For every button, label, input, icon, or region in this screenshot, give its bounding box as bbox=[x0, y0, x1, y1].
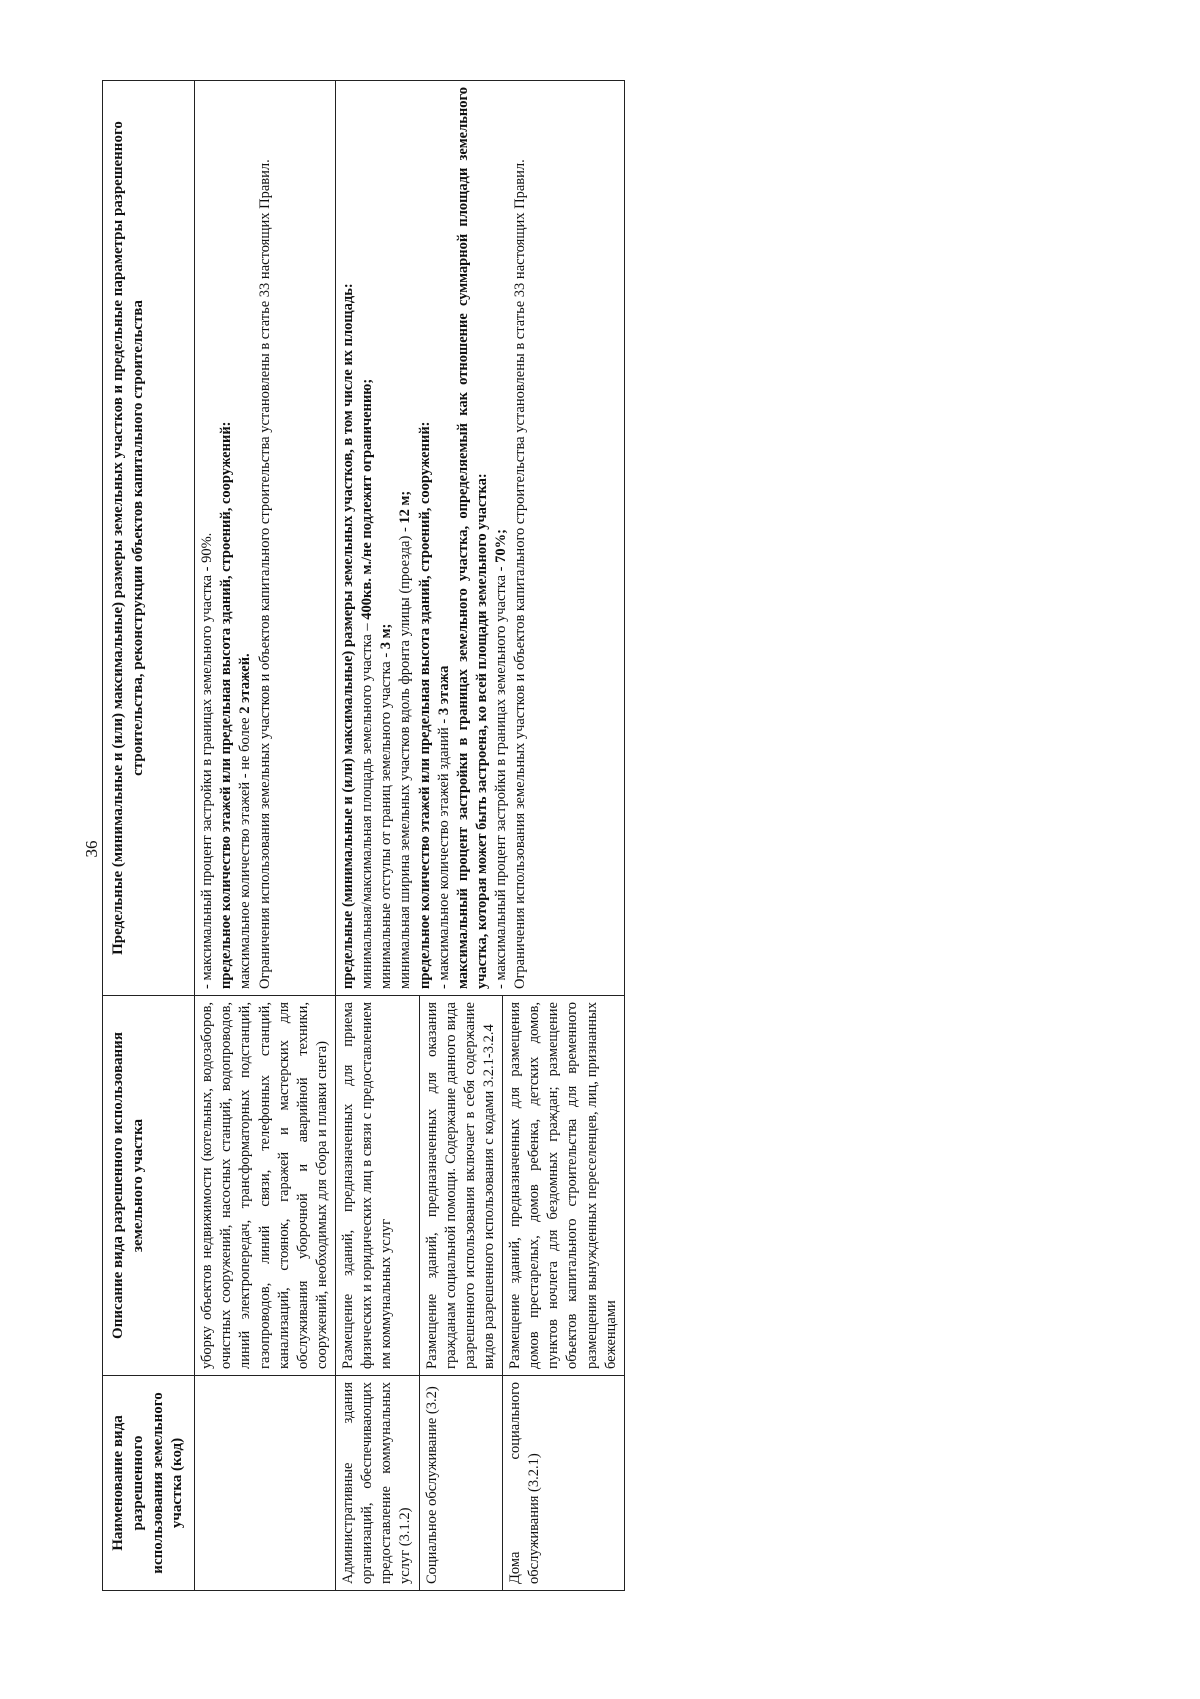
param-value: 2 этажей. bbox=[237, 653, 254, 714]
param-text: минимальная ширина земельных участков вдоль фронта улицы (проезда) - bbox=[397, 523, 414, 989]
header-permitted-use-name: Наименование вида разрешенного использования земельного участка (код) bbox=[103, 1376, 195, 1591]
param-line: Ограничения использования земельных участков и объектов капитального строительства установлены в статье 33 настоящих Правил. bbox=[512, 159, 529, 989]
param-text: минимальные отступы от границ земельного участка - bbox=[378, 649, 395, 989]
param-line: Ограничения использования земельных участков и объектов капитального строительства установлены в статье 33 настоящих Правил. bbox=[256, 159, 273, 989]
param-value: 400кв. м./не подлежит ограничению; bbox=[359, 378, 376, 620]
use-description-cell: Размещение зданий, предназначенных для размещения домов престарелых, домов ребенка, детских домов, пунктов ночлега для бездомных граждан; размещение объектов капитального строительства для временного размещения вынужденных переселенцев, лиц, признанных беженцами bbox=[503, 996, 625, 1376]
param-text: - максимальный процент застройки в границах земельного участка - bbox=[493, 562, 510, 989]
param-line bbox=[435, 87, 454, 989]
use-name-cell bbox=[195, 1376, 336, 1591]
use-name-cell: Административные здания организаций, обеспечивающих предоставление коммунальных услуг (3.1.2) bbox=[336, 1376, 420, 1591]
param-line bbox=[377, 87, 396, 989]
param-line bbox=[236, 87, 255, 989]
page-number: 36 bbox=[82, 840, 101, 858]
param-line: максимальный процент застройки в границах земельного участка, определяемый как отношение суммарной площади земельного участка, которая может быть застроена, ко всей площади земельного участка: bbox=[454, 87, 490, 989]
use-name-cell: Дома социального обслуживания (3.2.1) bbox=[503, 1376, 625, 1591]
parameters-cell bbox=[195, 81, 336, 996]
param-value: 12 м; bbox=[397, 490, 414, 524]
table-row bbox=[336, 81, 420, 1591]
header-permitted-use-description: Описание вида разрешенного использования земельного участка bbox=[103, 996, 195, 1376]
use-description-cell: уборку объектов недвижимости (котельных, водозаборов, очистных сооружений, насосных станций, водопроводов, линий электропередач, трансформаторных подстанций, газопроводов, линий связи, телефонных станций, канализаций, стоянок, гаражей и мастерских для обслуживания уборочной и аварийной техники, сооружений, необходимых для сбора и плавки снега) bbox=[195, 996, 336, 1376]
param-line: предельное количество этажей или предельная высота зданий, строений, сооружений: bbox=[416, 421, 433, 989]
param-value: 3 м; bbox=[378, 623, 395, 650]
zoning-table bbox=[102, 80, 625, 1591]
param-line bbox=[358, 87, 377, 989]
param-line bbox=[396, 87, 415, 989]
header-limit-parameters: Предельные (минимальные и (или) максимальные) размеры земельных участков и предельные параметры разрешенного строительства, реконструкции объектов капитального строительства bbox=[103, 81, 195, 996]
use-description-cell: Размещение зданий, предназначенных для приема физических и юридических лиц в связи с предоставлением им коммунальных услуг bbox=[336, 996, 420, 1376]
parameters-cell bbox=[336, 81, 625, 996]
use-name-cell: Социальное обслуживание (3.2) bbox=[419, 1376, 503, 1591]
param-line: предельные (минимальные и (или) максимальные) размеры земельных участков, в том числе их площадь: bbox=[340, 283, 357, 989]
param-text: максимальное количество этажей - не более bbox=[237, 713, 254, 989]
use-description-cell: Размещение зданий, предназначенных для оказания гражданам социальной помощи. Содержание данного вида разрешенного использования включает в себя содержание видов разрешенного использования с кодами 3.2.1-3.2.4 bbox=[419, 996, 503, 1376]
table-row bbox=[195, 81, 336, 1591]
param-line bbox=[492, 87, 511, 989]
param-line: - максимальный процент застройки в границах земельного участка - 90%. bbox=[199, 532, 216, 989]
table-header-row bbox=[103, 81, 195, 1591]
param-line: предельное количество этажей или предельная высота зданий, строений, сооружений: bbox=[218, 421, 235, 989]
param-text: - максимальное количество этажей зданий - bbox=[435, 715, 452, 989]
param-value: 70%; bbox=[493, 529, 510, 563]
param-text: минимальная/максимальная площадь земельного участка – bbox=[359, 619, 376, 989]
param-value: 3 этажа bbox=[435, 665, 452, 716]
